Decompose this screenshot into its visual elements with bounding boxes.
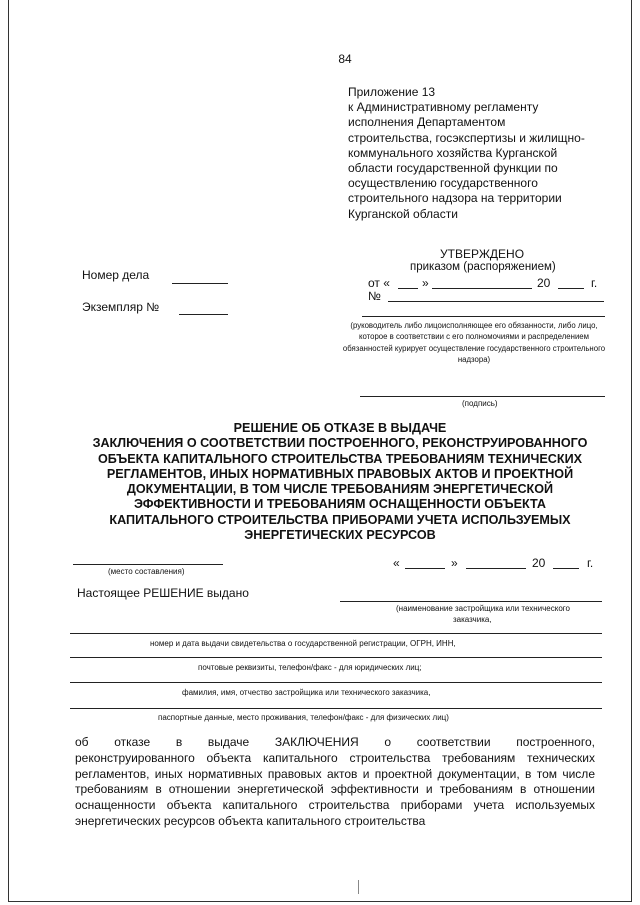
appendix-line: Приложение 13 [348,85,436,99]
body-word: соответствии [416,735,491,749]
body-word: отказе [114,735,151,749]
body-word: об [75,735,89,749]
approval-number-label: № [368,289,381,303]
page-number: 84 [338,52,352,66]
place-year-line[interactable] [553,568,579,569]
body-first-line [75,735,595,751]
approval-date-mid: » [422,276,429,290]
appendix-line: исполнения Департаментом [348,115,506,130]
body-word: в [175,735,183,749]
title-line: ОБЪЕКТА КАПИТАЛЬНОГО СТРОИТЕЛЬСТВА ТРЕБОВАНИЯМ ТЕХНИЧЕСКИХ [97,451,583,466]
approval-year-line[interactable] [558,288,584,289]
approved-title: УТВЕРЖДЕНО [440,247,525,261]
place-date-open: « [393,556,400,570]
body-rest: реконструированного объекта капитального строительства требованиям технических регламентов, иных нормативных правовых актов и проектной документации, в том числе требованиям в отношении энергетической эффективности и требованиям в отношении оснащенности объекта капитального строительства приборами учета используемых энергетических ресурсов объекта капитального строительства [75,750,595,828]
approval-head-caption: (руководитель либо лицоисполняющее его обязанности, либо лицо, которое в соответствии с его полномочиями и распределением обязанностей курирует осуществление государственного строительного надзора) [342,321,606,364]
issued-caption-5: паспортные данные, место проживания, телефон/факс - для физических лиц) [158,713,449,722]
case-number-line[interactable] [172,283,228,284]
title-line: ЗАКЛЮЧЕНИЯ О СООТВЕТСТВИИ ПОСТРОЕННОГО, РЕКОНСТРУИРОВАННОГО [92,436,588,451]
title-line: ДОКУМЕНТАЦИИ, В ТОМ ЧИСЛЕ ТРЕБОВАНИЯМ ЭНЕРГЕТИЧЕСКОЙ [126,482,554,497]
appendix-line: строительного надзора на территории [348,191,562,206]
issued-label: Настоящее РЕШЕНИЕ выдано [77,586,249,600]
body-word: о [384,735,392,749]
title-line: РЕГЛАМЕНТОВ, ИНЫХ НОРМАТИВНЫХ ПРАВОВЫХ АКТОВ И ПРОЕКТНОЙ [106,466,574,481]
title-line: КАПИТАЛЬНОГО СТРОИТЕЛЬСТВА ПРИБОРАМИ УЧЕТА ИСПОЛЬЗУЕМЫХ [109,512,571,527]
copy-number-label: Экземпляр № [82,300,160,314]
case-number-label: Номер дела [82,268,150,282]
issued-caption-4: фамилия, имя, отчество застройщика или технического заказчика, [182,688,431,697]
appendix-line: области государственной функции по [348,161,558,176]
body-word: выдаче [207,735,250,749]
title-line: ЭНЕРГЕТИЧЕСКИХ РЕСУРСОВ [244,528,436,543]
issued-line-3[interactable] [70,657,602,658]
issued-line-1[interactable] [340,601,602,602]
issued-caption-1b: заказчика, [453,615,492,624]
appendix-line: осуществлению государственного [348,176,538,191]
place-line[interactable] [73,564,223,565]
approval-date-prefix: от « [368,276,390,290]
document-title [70,421,610,543]
title-line: РЕШЕНИЕ ОБ ОТКАЗЕ В ВЫДАЧЕ [233,421,447,435]
appendix-line: коммунального хозяйства Курганской [348,145,558,160]
approval-number-line[interactable] [388,301,604,302]
issued-caption-3: почтовые реквизиты, телефон/факс - для юридических лиц; [198,663,422,672]
place-caption: (место составления) [108,567,185,576]
appendix-line: строительства, госэкспертизы и жилищно- [348,130,585,145]
place-year-prefix: 20 [532,556,546,570]
body-paragraph [75,735,595,830]
issued-line-2[interactable] [70,633,602,634]
copy-number-line[interactable] [179,314,228,315]
issued-caption-2: номер и дата выдачи свидетельства о государственной регистрации, ОГРН, ИНН, [150,639,456,648]
approval-year-suffix: г. [591,276,598,290]
place-year-suffix: г. [587,556,594,570]
appendix-line: к Административному регламенту [348,100,539,115]
issued-line-4[interactable] [70,682,602,683]
place-day-line[interactable] [405,568,445,569]
issued-caption-1: (наименование застройщика или технического [396,604,570,613]
scan-artifact [358,880,359,894]
approval-head-line[interactable] [362,316,605,317]
body-word: ЗАКЛЮЧЕНИЯ [274,735,359,749]
approved-subtitle: приказом (распоряжением) [410,261,556,273]
approval-day-line[interactable] [398,288,418,289]
approval-year-prefix: 20 [537,276,551,290]
appendix-header [348,85,618,222]
title-line: ЭФФЕКТИВНОСТИ И ТРЕБОВАНИЯМ ОСНАЩЕННОСТИ ОБЪЕКТА [134,497,546,512]
signature-line[interactable] [360,396,605,397]
approval-month-line[interactable] [432,288,532,289]
place-month-line[interactable] [466,568,526,569]
issued-line-5[interactable] [70,708,602,709]
body-word: построенного, [516,735,595,749]
signature-caption: (подпись) [462,399,498,408]
place-date-close: » [451,556,458,570]
appendix-line: Курганской области [348,206,458,221]
